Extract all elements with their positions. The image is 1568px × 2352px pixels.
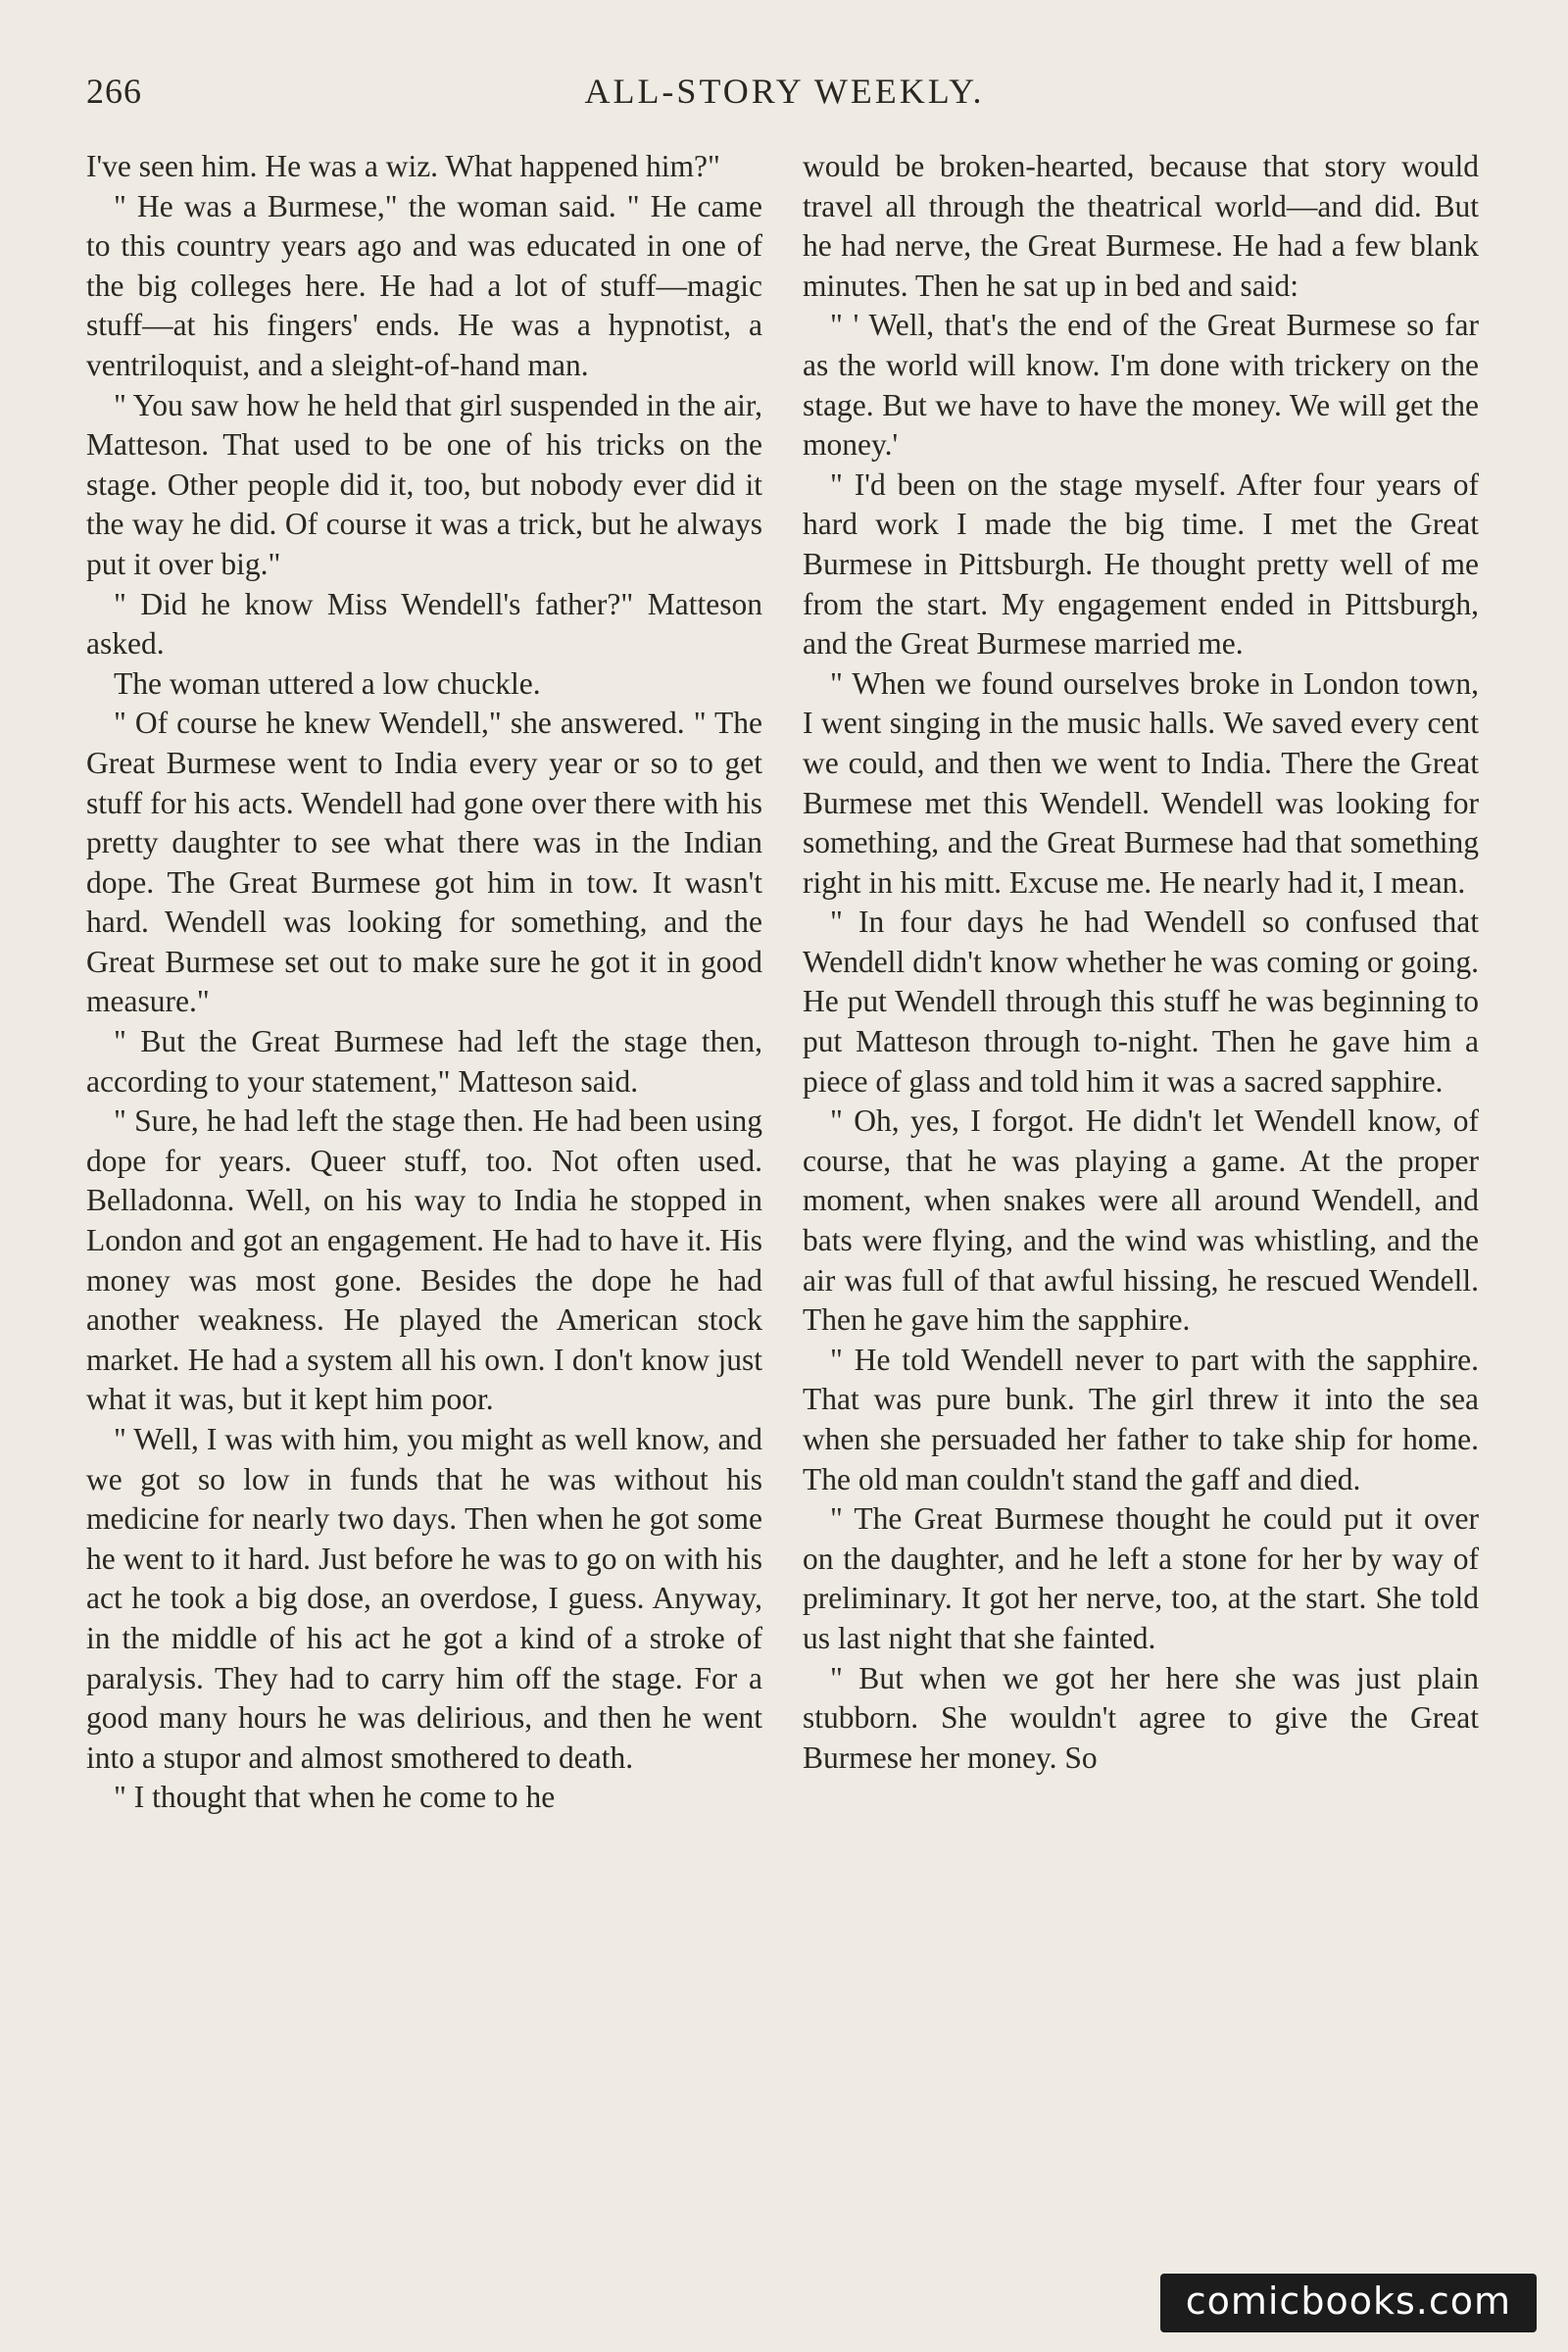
paragraph: " He told Wendell never to part with the sapphire. That was pure bunk. The girl threw it into the sea when she persuaded her father to take ship for home. The old man couldn't stand the gaff and died. — [803, 1342, 1479, 1496]
paragraph: " Oh, yes, I forgot. He didn't let Wendell know, of course, that he was playing a game. At the proper moment, when snakes were all around Wendell, and bats were flying, and the wind was whistling, and the air was full of that awful hissing, he rescued Wendell. Then he gave him the sapphire. — [803, 1103, 1479, 1338]
right-column — [803, 147, 1479, 1778]
paragraph: " Of course he knew Wendell," she answered. " The Great Burmese went to India every year or so to get stuff for his acts. Wendell had gone over there with his pretty daughter to see what there was in the Indian dope. The Great Burmese got him in tow. It wasn't hard. Wendell was looking for something, and the Great Burmese set out to make sure he got it in good measure." — [86, 706, 762, 1019]
paragraph: " Sure, he had left the stage then. He had been using dope for years. Queer stuff, too. Not often used. Belladonna. Well, on his way to India he stopped in London and got an engagement. He had to have it. His money was most gone. Besides the dope he had another weakness. He played the American stock market. He had a system all his own. I don't know just what it was, but it kept him poor. — [86, 1103, 762, 1417]
paragraph: I've seen him. He was a wiz. What happened him?" — [86, 149, 720, 183]
watermark-logo: comicbooks.com — [1160, 2274, 1537, 2332]
paragraph: " I thought that when he come to he — [114, 1780, 556, 1815]
paragraph: " Did he know Miss Wendell's father?" Matteson asked. — [86, 586, 762, 662]
page-number: 266 — [86, 72, 142, 111]
paragraph: " ' Well, that's the end of the Great Burmese so far as the world will know. I'm done with trickery on the stage. But we have to have the money. We will get the money.' — [803, 308, 1479, 463]
paragraph: " But the Great Burmese had left the stage then, according to your statement," Matteson said. — [86, 1024, 762, 1099]
paragraph: would be broken-hearted, because that story would travel all through the theatrical world—and did. But he had nerve, the Great Burmese. He had a few blank minutes. Then he sat up in bed and said: — [803, 149, 1479, 303]
paragraph: " When we found ourselves broke in London town, I went singing in the music halls. We saved every cent we could, and then we went to India. There the Great Burmese met this Wendell. Wendell was looking for something, and the Great Burmese had that something right in his mitt. Excuse me. He nearly had it, I mean. — [803, 665, 1479, 900]
paragraph: " The Great Burmese thought he could put it over on the daughter, and he left a stone for her by way of preliminary. It got her nerve, too, at the start. She told us last night that she fainted. — [803, 1501, 1479, 1655]
paragraph: " Well, I was with him, you might as well know, and we got so low in funds that he was without his medicine for nearly two days. Then when he got some he went to it hard. Just before he was to go on with his act he took a big dose, an overdose, I guess. Anyway, in the middle of his act he got a kind of a stroke of paralysis. They had to carry him off the stage. For a good many hours he was delirious, and then he went into a stupor and almost smothered to death. — [86, 1422, 762, 1775]
page-header — [86, 67, 1483, 125]
paragraph: " I'd been on the stage myself. After four years of hard work I made the big time. I met the Great Burmese in Pittsburgh. He thought pretty well of me from the start. My engagement ended in Pittsburgh, and the Great Burmese married me. — [803, 466, 1479, 662]
running-head: ALL-STORY WEEKLY. — [584, 72, 985, 111]
paragraph: " In four days he had Wendell so confused that Wendell didn't know whether he was coming or going. He put Wendell through this stuff he was beginning to put Matteson through to-night. Then he gave him a piece of glass and told him it was a sacred sapphire. — [803, 905, 1479, 1099]
paragraph: The woman uttered a low chuckle. — [114, 665, 541, 701]
left-column — [86, 147, 762, 1818]
paragraph: " He was a Burmese," the woman said. " He came to this country years ago and was educated in one of the big colleges here. He had a lot of stuff—magic stuff—at his fingers' ends. He was a hypnotist, a ventriloquist, and a sleight-of-hand man. — [86, 188, 762, 382]
paragraph: " You saw how he held that girl suspended in the air, Matteson. That used to be one of his tricks on the stage. Other people did it, too, but nobody ever did it the way he did. Of course it was a trick, but he always put it over big." — [86, 387, 762, 581]
paragraph: " But when we got her here she was just plain stubborn. She wouldn't agree to give the Great Burmese her money. So — [803, 1660, 1479, 1775]
